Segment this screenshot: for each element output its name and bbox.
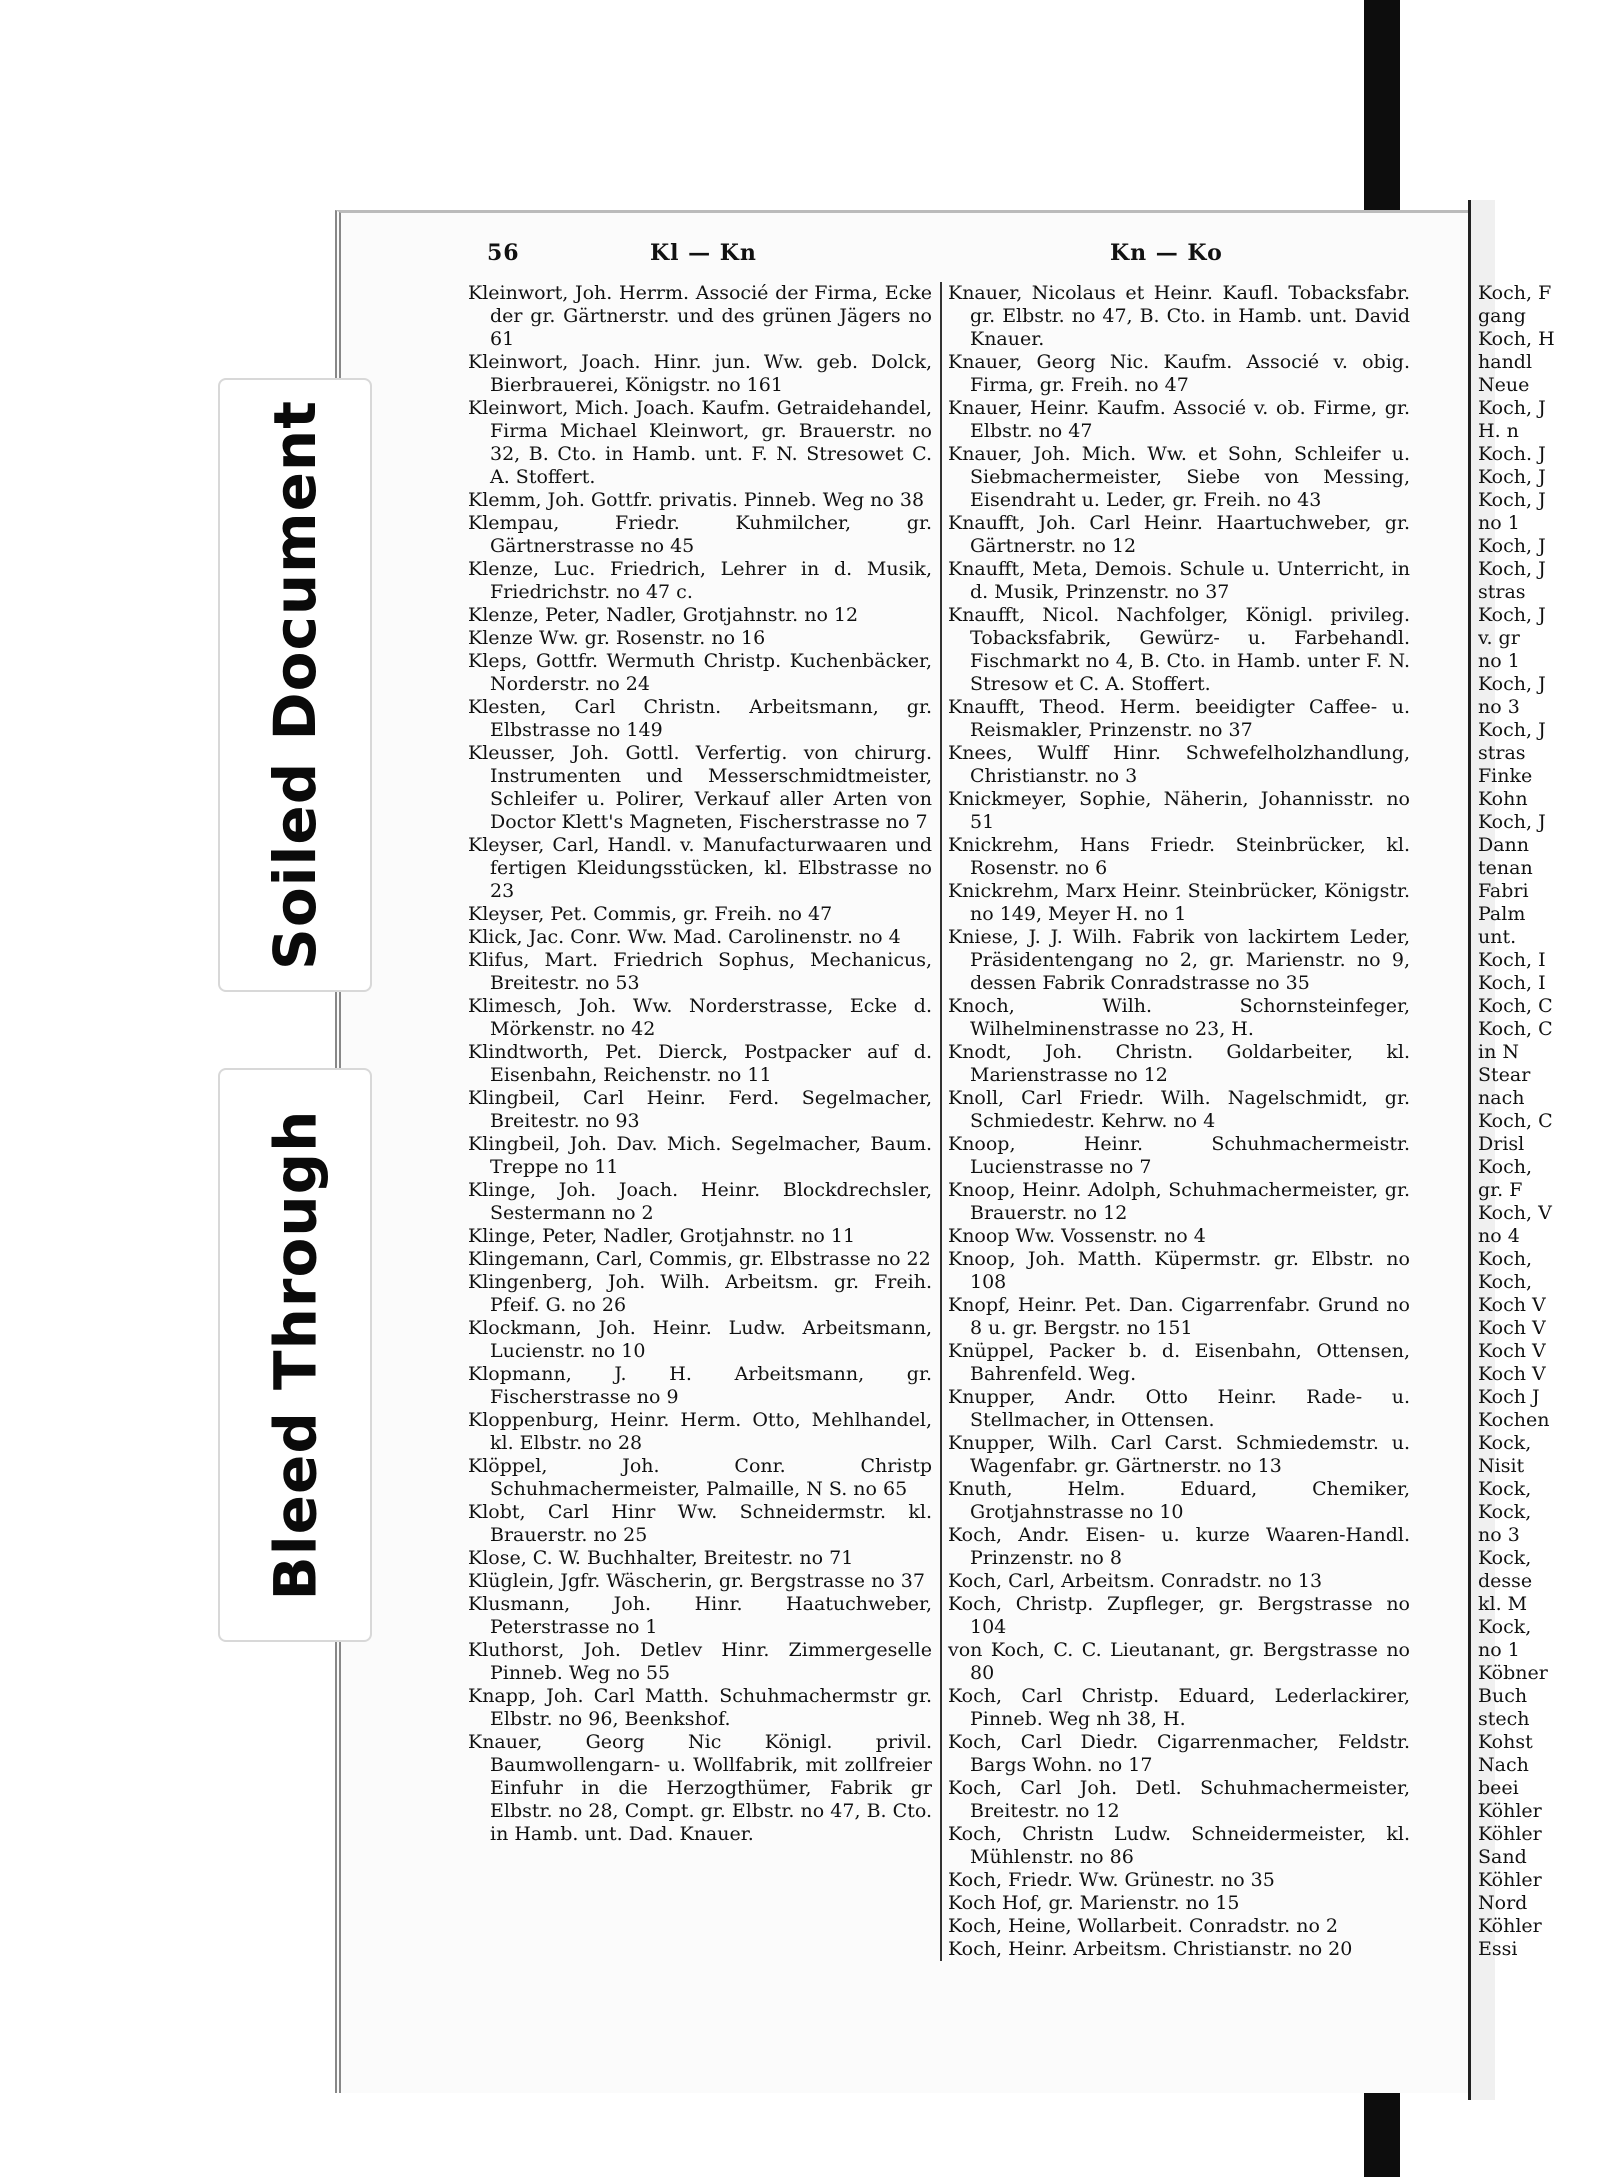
soiled-document-sticker: Soiled Document bbox=[220, 380, 370, 990]
next-page-fragment: Fabri bbox=[1478, 880, 1529, 902]
directory-entry: Klenze, Luc. Friedrich, Lehrer in d. Musik, Friedrichstr. no 47 c. bbox=[468, 558, 932, 603]
next-page-fragment: Kock, bbox=[1478, 1547, 1532, 1569]
next-page-fragment: Koch, J bbox=[1478, 558, 1546, 580]
next-page-fragment: kl. M bbox=[1478, 1593, 1528, 1615]
next-page-fragment: in N bbox=[1478, 1041, 1519, 1063]
next-page-fragment: Koch V bbox=[1478, 1363, 1546, 1385]
next-page-fragment: beei bbox=[1478, 1777, 1519, 1799]
right-directory-column bbox=[940, 282, 1410, 1961]
directory-entry: Klingemann, Carl, Commis, gr. Elbstrasse no 22 bbox=[468, 1248, 931, 1270]
next-page-fragment: stras bbox=[1478, 742, 1526, 764]
next-page-fragment: Koch, J bbox=[1478, 466, 1546, 488]
directory-entry: Knüppel, Packer b. d. Eisenbahn, Ottensen, Bahrenfeld. Weg. bbox=[948, 1340, 1410, 1385]
next-page-fragment: Köhler bbox=[1478, 1800, 1542, 1822]
next-page-fragment: no 1 bbox=[1478, 650, 1520, 672]
directory-entry: Knapp, Joh. Carl Matth. Schuhmachermstr gr. Elbstr. no 96, Beenkshof. bbox=[468, 1685, 932, 1730]
next-page-fragment: Koch, bbox=[1478, 1248, 1533, 1270]
next-page-fragment: Kock, bbox=[1478, 1478, 1532, 1500]
next-page-fragment: Kohn bbox=[1478, 788, 1528, 810]
next-page-fragment: Koch, F bbox=[1478, 282, 1552, 304]
next-page-fragment: no 1 bbox=[1478, 512, 1520, 534]
next-page-fragment: Koch, J bbox=[1478, 811, 1546, 833]
directory-entry: Kleyser, Carl, Handl. v. Manufacturwaaren und fertigen Kleidungsstücken, kl. Elbstrasse no 23 bbox=[468, 834, 932, 902]
next-page-fragment: Koch, V bbox=[1478, 1202, 1552, 1224]
next-page-fragment: Koch, I bbox=[1478, 972, 1546, 994]
directory-entry: Koch, Carl Diedr. Cigarrenmacher, Feldstr. Bargs Wohn. no 17 bbox=[948, 1731, 1410, 1776]
directory-entry: Knupper, Andr. Otto Heinr. Rade- u. Stellmacher, in Ottensen. bbox=[948, 1386, 1410, 1431]
directory-entry: Kleinwort, Mich. Joach. Kaufm. Getraidehandel, Firma Michael Kleinwort, gr. Brauerstr. no 32, B. Cto. in Hamb. unt. F. N. Stresowet C. A. Stoffert. bbox=[468, 397, 932, 488]
directory-entry: Koch, Carl Christp. Eduard, Lederlackirer, Pinneb. Weg nh 38, H. bbox=[948, 1685, 1410, 1730]
directory-entry: Koch, Christn Ludw. Schneidermeister, kl. Mühlenstr. no 86 bbox=[948, 1823, 1410, 1868]
directory-entry: Klöppel, Joh. Conr. Christp Schuhmachermeister, Palmaille, N S. no 65 bbox=[468, 1455, 932, 1500]
next-page-fragment: no 4 bbox=[1478, 1225, 1520, 1247]
next-page-fragment: gr. F bbox=[1478, 1179, 1523, 1201]
directory-entry: Klindtworth, Pet. Dierck, Postpacker auf d. Eisenbahn, Reichenstr. no 11 bbox=[468, 1041, 932, 1086]
directory-entry: Knaufft, Joh. Carl Heinr. Haartuchweber, gr. Gärtnerstr. no 12 bbox=[948, 512, 1410, 557]
directory-entry: Knauer, Joh. Mich. Ww. et Sohn, Schleifer u. Siebmachermeister, Siebe von Messing, Eisendraht u. Leder, gr. Freih. no 43 bbox=[948, 443, 1410, 511]
directory-entry: Klopmann, J. H. Arbeitsmann, gr. Fischerstrasse no 9 bbox=[468, 1363, 932, 1408]
directory-entry: Klobt, Carl Hinr Ww. Schneidermstr. kl. Brauerstr. no 25 bbox=[468, 1501, 932, 1546]
next-page-fragment: Koch J bbox=[1478, 1386, 1540, 1408]
next-page-fragment: Sand bbox=[1478, 1846, 1527, 1868]
next-page-fragment: Essi bbox=[1478, 1938, 1518, 1960]
next-page-fragment: Koch, J bbox=[1478, 535, 1546, 557]
directory-entry: Koch Hof, gr. Marienstr. no 15 bbox=[948, 1892, 1240, 1914]
directory-entry: Knickmeyer, Sophie, Näherin, Johannisstr. no 51 bbox=[948, 788, 1410, 833]
next-page-fragment: Nisit bbox=[1478, 1455, 1525, 1477]
directory-entry: Knoop, Heinr. Schuhmachermeistr. Lucienstrasse no 7 bbox=[948, 1133, 1410, 1178]
next-page-fragment: Koch, C bbox=[1478, 995, 1553, 1017]
bleed-through-sticker: Bleed Through bbox=[220, 1070, 370, 1640]
directory-entry: Klinge, Joh. Joach. Heinr. Blockdrechsler, Sestermann no 2 bbox=[468, 1179, 932, 1224]
directory-entry: Koch, Carl Joh. Detl. Schuhmachermeister, Breitestr. no 12 bbox=[948, 1777, 1410, 1822]
next-page-fragment: gang bbox=[1478, 305, 1526, 327]
directory-entry: Knickrehm, Hans Friedr. Steinbrücker, kl. Rosenstr. no 6 bbox=[948, 834, 1410, 879]
directory-entry: Klick, Jac. Conr. Ww. Mad. Carolinenstr. no 4 bbox=[468, 926, 901, 948]
directory-entry: Klenze Ww. gr. Rosenstr. no 16 bbox=[468, 627, 766, 649]
next-page-fragment: nach bbox=[1478, 1087, 1525, 1109]
directory-entry: Klingbeil, Joh. Dav. Mich. Segelmacher, Baum. Treppe no 11 bbox=[468, 1133, 932, 1178]
directory-entry: Kluthorst, Joh. Detlev Hinr. Zimmergeselle Pinneb. Weg no 55 bbox=[468, 1639, 932, 1684]
next-page-fragment: Koch, J bbox=[1478, 719, 1546, 741]
directory-entry: Klenze, Peter, Nadler, Grotjahnstr. no 12 bbox=[468, 604, 859, 626]
directory-entry: Koch, Friedr. Ww. Grünestr. no 35 bbox=[948, 1869, 1275, 1891]
left-header-range: Kl — Kn bbox=[650, 240, 757, 266]
directory-entry: Knauer, Nicolaus et Heinr. Kaufl. Tobacksfabr. gr. Elbstr. no 47, B. Cto. in Hamb. unt. David Knauer. bbox=[948, 282, 1410, 350]
directory-entry: Knauer, Georg Nic Königl. privil. Baumwollengarn- u. Wollfabrik, mit zollfreier Einfuhr in die Herzogthümer, Fabrik gr Elbstr. no 28, Compt. gr. Elbstr. no 47, B. Cto. in Hamb. unt. Dad. Knauer. bbox=[468, 1731, 932, 1845]
directory-entry: Klifus, Mart. Friedrich Sophus, Mechanicus, Breitestr. no 53 bbox=[468, 949, 932, 994]
next-page-fragment: Dann bbox=[1478, 834, 1530, 856]
next-page-fragment: unt. bbox=[1478, 926, 1517, 948]
next-page-fragment: Kochen bbox=[1478, 1409, 1550, 1431]
directory-entry: Knoop, Heinr. Adolph, Schuhmachermeister, gr. Brauerstr. no 12 bbox=[948, 1179, 1410, 1224]
next-page-fragment: Kock, bbox=[1478, 1616, 1532, 1638]
next-page-fragment: Koch V bbox=[1478, 1317, 1546, 1339]
directory-entry: Klempau, Friedr. Kuhmilcher, gr. Gärtnerstrasse no 45 bbox=[468, 512, 932, 557]
next-page-fragment: Koch, I bbox=[1478, 949, 1546, 971]
directory-entry: Knoop Ww. Vossenstr. no 4 bbox=[948, 1225, 1206, 1247]
next-page-fragment: stech bbox=[1478, 1708, 1530, 1730]
directory-entry: Koch, Heine, Wollarbeit. Conradstr. no 2 bbox=[948, 1915, 1339, 1937]
next-page-fragment: H. n bbox=[1478, 420, 1519, 442]
next-page-fragment: Kock, bbox=[1478, 1501, 1532, 1523]
directory-entry: Knopf, Heinr. Pet. Dan. Cigarrenfabr. Grund no 8 u. gr. Bergstr. no 151 bbox=[948, 1294, 1410, 1339]
next-page-fragment: Koch, J bbox=[1478, 673, 1546, 695]
next-page-fragment: Koch V bbox=[1478, 1340, 1546, 1362]
directory-entry: Kleyser, Pet. Commis, gr. Freih. no 47 bbox=[468, 903, 833, 925]
directory-entry: Koch, Andr. Eisen- u. kurze Waaren-Handl. Prinzenstr. no 8 bbox=[948, 1524, 1410, 1569]
directory-entry: Knaufft, Theod. Herm. beeidigter Caffee- u. Reismakler, Prinzenstr. no 37 bbox=[948, 696, 1410, 741]
next-page-fragment: Kohst bbox=[1478, 1731, 1533, 1753]
next-page-fragment: Koch, bbox=[1478, 1271, 1533, 1293]
directory-entry: Kleps, Gottfr. Wermuth Christp. Kuchenbäcker, Norderstr. no 24 bbox=[468, 650, 932, 695]
next-page-fragment: Koch, J bbox=[1478, 604, 1546, 626]
directory-entry: Klemm, Joh. Gottfr. privatis. Pinneb. Weg no 38 bbox=[468, 489, 925, 511]
next-page-fragment: Stear bbox=[1478, 1064, 1531, 1086]
directory-entry: Koch, Heinr. Arbeitsm. Christianstr. no 20 bbox=[948, 1938, 1353, 1960]
directory-entry: Klingenberg, Joh. Wilh. Arbeitsm. gr. Freih. Pfeif. G. no 26 bbox=[468, 1271, 932, 1316]
directory-entry: Knoch, Wilh. Schornsteinfeger, Wilhelminenstrasse no 23, H. bbox=[948, 995, 1410, 1040]
sticker-labels bbox=[220, 380, 370, 1640]
directory-entry: Knupper, Wilh. Carl Carst. Schmiedemstr. u. Wagenfabr. gr. Gärtnerstr. no 13 bbox=[948, 1432, 1410, 1477]
next-page-fragment: Koch, J bbox=[1478, 489, 1546, 511]
next-page-fragment: Drisl bbox=[1478, 1133, 1525, 1155]
next-page-fragment: tenan bbox=[1478, 857, 1533, 879]
directory-entry: Knickrehm, Marx Heinr. Steinbrücker, Königstr. no 149, Meyer H. no 1 bbox=[948, 880, 1410, 925]
next-page-fragment: Köhler bbox=[1478, 1869, 1542, 1891]
next-page-fragment: Koch V bbox=[1478, 1294, 1546, 1316]
next-page-column bbox=[1478, 282, 1600, 1961]
left-directory-column bbox=[468, 282, 932, 1846]
next-page-fragment: Köhler bbox=[1478, 1823, 1542, 1845]
next-page-fragment: handl bbox=[1478, 351, 1533, 373]
directory-entry: Knuth, Helm. Eduard, Chemiker, Grotjahnstrasse no 10 bbox=[948, 1478, 1410, 1523]
directory-entry: Knodt, Joh. Christn. Goldarbeiter, kl. Marienstrasse no 12 bbox=[948, 1041, 1410, 1086]
directory-entry: Klesten, Carl Christn. Arbeitsmann, gr. Elbstrasse no 149 bbox=[468, 696, 932, 741]
next-page-fragment: Köhler bbox=[1478, 1915, 1542, 1937]
next-page-fragment: Neue bbox=[1478, 374, 1530, 396]
next-page-fragment: Koch, C bbox=[1478, 1018, 1553, 1040]
directory-entry: Klinge, Peter, Nadler, Grotjahnstr. no 11 bbox=[468, 1225, 856, 1247]
directory-entry: Knaufft, Nicol. Nachfolger, Königl. privileg. Tobacksfabrik, Gewürz- u. Farbehandl. Fischmarkt no 4, B. Cto. in Hamb. unter F. N. Stresow et C. A. Stoffert. bbox=[948, 604, 1410, 695]
directory-entry: Klusmann, Joh. Hinr. Haatuchweber, Peterstrasse no 1 bbox=[468, 1593, 932, 1638]
next-page-fragment: Kock, bbox=[1478, 1432, 1532, 1454]
next-page-fragment: no 3 bbox=[1478, 1524, 1520, 1546]
next-page-fragment: Buch bbox=[1478, 1685, 1528, 1707]
directory-entry: Klingbeil, Carl Heinr. Ferd. Segelmacher, Breitestr. no 93 bbox=[468, 1087, 932, 1132]
directory-entry: Knees, Wulff Hinr. Schwefelholzhandlung, Christianstr. no 3 bbox=[948, 742, 1410, 787]
next-page-fragment: Koch, C bbox=[1478, 1110, 1553, 1132]
next-page-fragment: stras bbox=[1478, 581, 1526, 603]
next-page-fragment: desse bbox=[1478, 1570, 1533, 1592]
directory-entry: Knauer, Heinr. Kaufm. Associé v. ob. Firme, gr. Elbstr. no 47 bbox=[948, 397, 1410, 442]
directory-entry: Knaufft, Meta, Demois. Schule u. Unterricht, in d. Musik, Prinzenstr. no 37 bbox=[948, 558, 1410, 603]
next-page-fragment: Koch, H bbox=[1478, 328, 1555, 350]
next-page-fragment: no 1 bbox=[1478, 1639, 1520, 1661]
right-header-range: Kn — Ko bbox=[1110, 240, 1223, 266]
directory-entry: von Koch, C. C. Lieutanant, gr. Bergstrasse no 80 bbox=[948, 1639, 1410, 1684]
next-page-fragment: v. gr bbox=[1478, 627, 1520, 649]
directory-entry: Koch, Christp. Zupfleger, gr. Bergstrasse no 104 bbox=[948, 1593, 1410, 1638]
directory-entry: Koch, Carl, Arbeitsm. Conradstr. no 13 bbox=[948, 1570, 1323, 1592]
next-page-fragment: no 3 bbox=[1478, 696, 1520, 718]
directory-entry: Klose, C. W. Buchhalter, Breitestr. no 71 bbox=[468, 1547, 854, 1569]
directory-entry: Kleusser, Joh. Gottl. Verfertig. von chirurg. Instrumenten und Messerschmidtmeister, Schleifer u. Polirer, Verkauf aller Arten von Doctor Klett's Magneten, Fischerstrasse no 7 bbox=[468, 742, 932, 833]
next-page-fragment: Nord bbox=[1478, 1892, 1528, 1914]
directory-entry: Klimesch, Joh. Ww. Norderstrasse, Ecke d. Mörkenstr. no 42 bbox=[468, 995, 932, 1040]
next-page-fragment: Köbner bbox=[1478, 1662, 1548, 1684]
directory-entry: Knoll, Carl Friedr. Wilh. Nagelschmidt, gr. Schmiedestr. Kehrw. no 4 bbox=[948, 1087, 1410, 1132]
directory-entry: Klüglein, Jgfr. Wäscherin, gr. Bergstrasse no 37 bbox=[468, 1570, 925, 1592]
next-page-fragment: Finke bbox=[1478, 765, 1533, 787]
directory-entry: Kniese, J. J. Wilh. Fabrik von lackirtem Leder, Präsidentengang no 2, gr. Marienstr. no 9, dessen Fabrik Conradstrasse no 35 bbox=[948, 926, 1410, 994]
next-page-fragment: Nach bbox=[1478, 1754, 1529, 1776]
directory-entry: Kleinwort, Joach. Hinr. jun. Ww. geb. Dolck, Bierbrauerei, Königstr. no 161 bbox=[468, 351, 932, 396]
directory-entry: Kloppenburg, Heinr. Herm. Otto, Mehlhandel, kl. Elbstr. no 28 bbox=[468, 1409, 932, 1454]
next-page-fragment: Palm bbox=[1478, 903, 1526, 925]
directory-entry: Knoop, Joh. Matth. Küpermstr. gr. Elbstr. no 108 bbox=[948, 1248, 1410, 1293]
directory-entry: Knauer, Georg Nic. Kaufm. Associé v. obig. Firma, gr. Freih. no 47 bbox=[948, 351, 1410, 396]
directory-entry: Kleinwort, Joh. Herrm. Associé der Firma, Ecke der gr. Gärtnerstr. und des grünen Jägers no 61 bbox=[468, 282, 932, 350]
directory-entry: Klockmann, Joh. Heinr. Ludw. Arbeitsmann, Lucienstr. no 10 bbox=[468, 1317, 932, 1362]
next-page-fragment: Koch, J bbox=[1478, 397, 1546, 419]
page-number: 56 bbox=[487, 240, 520, 266]
next-page-fragment: Koch. J bbox=[1478, 443, 1546, 465]
next-page-fragment: Koch, bbox=[1478, 1156, 1533, 1178]
